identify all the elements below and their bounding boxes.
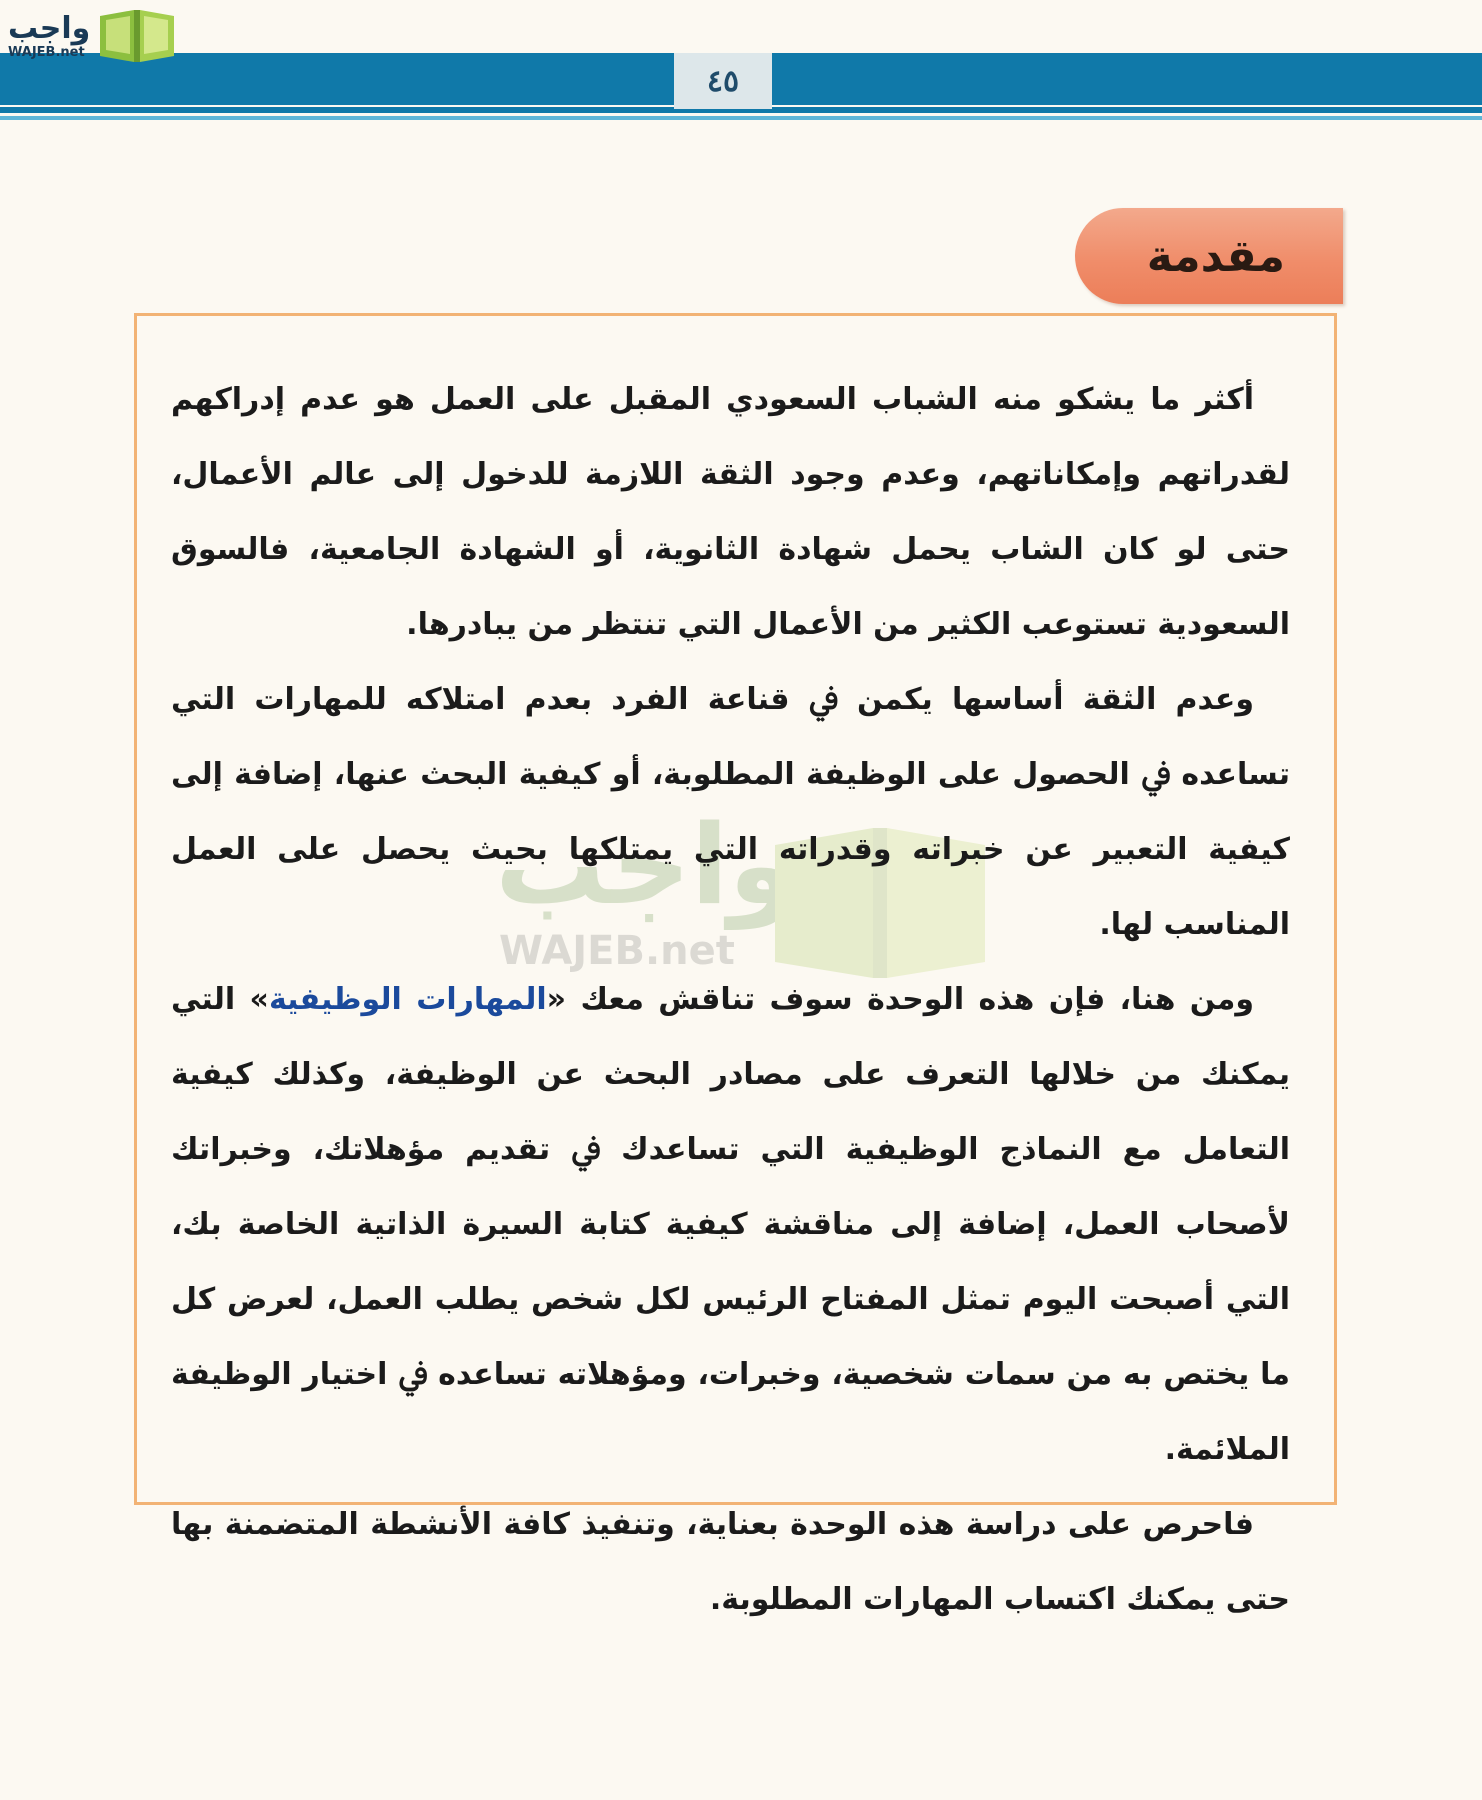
intro-text-box — [134, 313, 1337, 1617]
logo-text-group — [8, 12, 90, 60]
watermark-arabic-text: واجب — [495, 801, 797, 929]
watermark-latin-text: WAJEB.net — [499, 928, 735, 974]
paragraph-2: وعدم الثقة أساسها يكمن ﰲ قناعة الفرد بعدم امتلاكه للمهارات التي تساعده ﰲ الحصول على الوظيفة المطلوبة، أو كيفية البحث عنها، إضافة إلى كيفية التعبير عن خبراته وقدراته التي يمتلكها بحيث يحصل على العمل المناسب لها. — [171, 682, 1290, 942]
open-book-icon — [96, 6, 178, 66]
page-number: ٤٥ — [674, 53, 772, 109]
paragraph-1: أكثر ما يشكو منه الشباب السعودي المقبل على العمل هو عدم إدراكهم لقدراتهم وإمكاناتهم، وعدم وجود الثقة اللازمة للدخول إلى عالم الأعمال، حتى لو كان الشاب يحمل شهادة الثانوية، أو الشهادة الجامعية، فالسوق السعودية تستوعب الكثير من الأعمال التي تنتظر من يبادرها. — [171, 382, 1290, 642]
logo-arabic-text: واجب — [8, 11, 91, 46]
job-skills-highlight: المهارات الوظيفية — [268, 982, 547, 1017]
section-title: مقدمة — [1146, 230, 1285, 282]
header-accent-line — [0, 116, 1482, 120]
site-logo[interactable] — [8, 4, 193, 68]
logo-latin-text: WAJEB.net — [8, 45, 85, 60]
paragraph-3-rest: » التي يمكنك من خلالها التعرف على مصادر البحث عن الوظيفة، وكذلك كيفية التعامل مع النماذج الوظيفية التي تساعدك ﰲ تقديم مؤهلاتك، وخبراتك لأصحاب العمل، إضافة إلى مناقشة كيفية كتابة السيرة الذاتية الخاصة بك، التي أصبحت اليوم تمثل المفتاح الرئيس لكل شخص يطلب العمل، لعرض كل ما يختص به من سمات شخصية، وخبرات، ومؤهلاته تساعده ﰲ اختيار الوظيفة الملائمة. — [171, 982, 1290, 1467]
section-title-tab — [1075, 208, 1343, 304]
paragraph-4: فاحرص على دراسة هذه الوحدة بعناية، وتنفيذ كافة الأنشطة المتضمنة بها حتى يمكنك اكتساب المهارات المطلوبة. — [171, 1507, 1290, 1617]
paragraph-3-lead: ومن هنا، فإن هذه الوحدة سوف تناقش معك « — [546, 982, 1254, 1017]
paragraph-3 — [171, 962, 1290, 1487]
